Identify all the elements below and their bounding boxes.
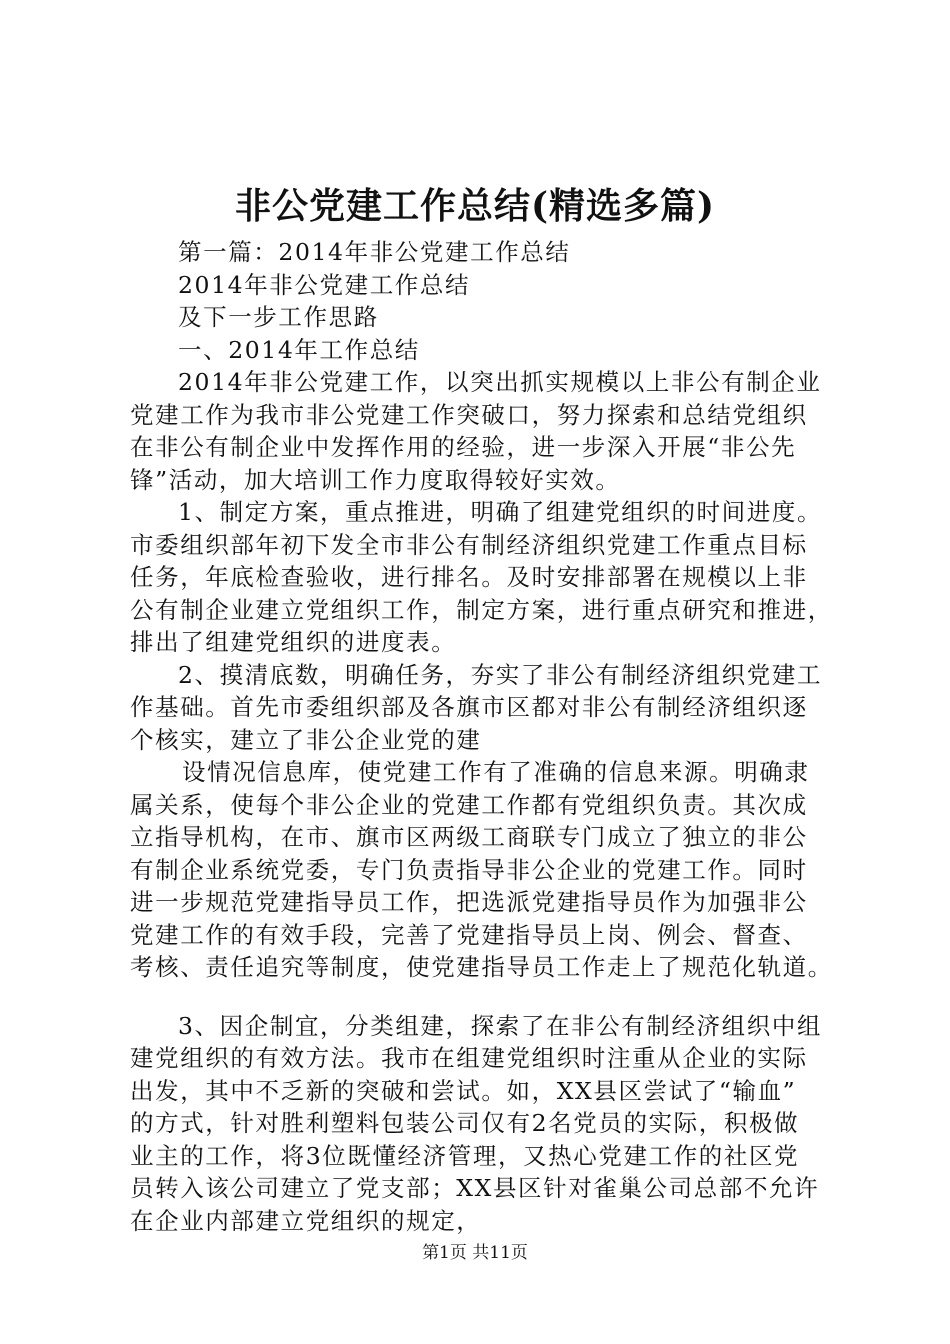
paragraph-line: 员转入该公司建立了党支部；XX县区针对雀巢公司总部不允许: [130, 1174, 820, 1202]
paragraph-line: 在非公有制企业中发挥作用的经验，进一步深入开展“非公先: [130, 433, 797, 461]
paragraph-line: 立指导机构，在市、旗市区两级工商联专门成立了独立的非公: [130, 823, 808, 851]
document-body: [130, 236, 850, 1237]
paragraph-line: 个核实，建立了非公企业党的建: [130, 725, 482, 754]
paragraph-line: 在企业内部建立党组织的规定，: [130, 1206, 482, 1235]
paragraph-line: 业主的工作，将3位既懂经济管理，又热心党建工作的社区党: [130, 1141, 800, 1170]
paragraph-line: 3、因企制宜，分类组建，探索了在非公有制经济组织中组: [178, 1011, 823, 1040]
paragraph-line: 市委组织部年初下发全市非公有制经济组织党建工作重点目标: [130, 530, 808, 559]
paragraph-gap: [130, 984, 850, 1010]
section-subtitle-cont: 及下一步工作思路: [178, 303, 379, 331]
paragraph-line: 出发，其中不乏新的突破和尝试。如，XX县区尝试了“输血”: [130, 1076, 797, 1105]
paragraph-line: 2、摸清底数，明确任务，夯实了非公有制经济组织党建工: [178, 660, 823, 689]
section-heading: 第一篇：2014年非公党建工作总结: [178, 238, 571, 266]
paragraph-line: 排出了组建党组织的进度表。: [130, 628, 457, 656]
part-heading: 一、2014年工作总结: [178, 335, 420, 364]
paragraph-line: 属关系，使每个非公企业的党建工作都有党组织负责。其次成: [130, 790, 808, 819]
paragraph-line: 考核、责任追究等制度，使党建指导员工作走上了规范化轨道。: [130, 953, 833, 981]
page-number-footer: 第1页 共11页: [422, 1243, 528, 1263]
paragraph-line: 1、制定方案，重点推进，明确了组建党组织的时间进度。: [178, 498, 823, 526]
paragraph-line: 公有制企业建立党组织工作，制定方案，进行重点研究和推进，: [130, 595, 833, 624]
paragraph-line: 任务，年底检查验收，进行排名。及时安排部署在规模以上非: [130, 563, 808, 591]
paragraph-line: 设情况信息库，使党建工作有了准确的信息来源。明确隶: [182, 758, 810, 786]
document-title: 非公党建工作总结(精选多篇): [234, 185, 716, 227]
paragraph-line: 作基础。首先市委组织部及各旗市区都对非公有制经济组织逐: [130, 693, 808, 721]
paragraph-line: 党建工作的有效手段，完善了党建指导员上岗、例会、督查、: [130, 920, 808, 949]
paragraph-line: 有制企业系统党委，专门负责指导非公企业的党建工作。同时: [130, 855, 808, 884]
paragraph-line: 的方式，针对胜利塑料包装公司仅有2名党员的实际，积极做: [130, 1109, 800, 1137]
paragraph-line: 党建工作为我市非公党建工作突破口，努力探索和总结党组织: [130, 400, 808, 429]
paragraph-line: 2014年非公党建工作，以突出抓实规模以上非公有制企业: [178, 368, 822, 396]
paragraph-line: 进一步规范党建指导员工作，把选派党建指导员作为加强非公: [130, 888, 808, 916]
section-subtitle: 2014年非公党建工作总结: [178, 270, 471, 299]
paragraph-line: 锋”活动，加大培训工作力度取得较好实效。: [130, 465, 621, 494]
paragraph-line: 建党组织的有效方法。我市在组建党组织时注重从企业的实际: [130, 1044, 808, 1072]
